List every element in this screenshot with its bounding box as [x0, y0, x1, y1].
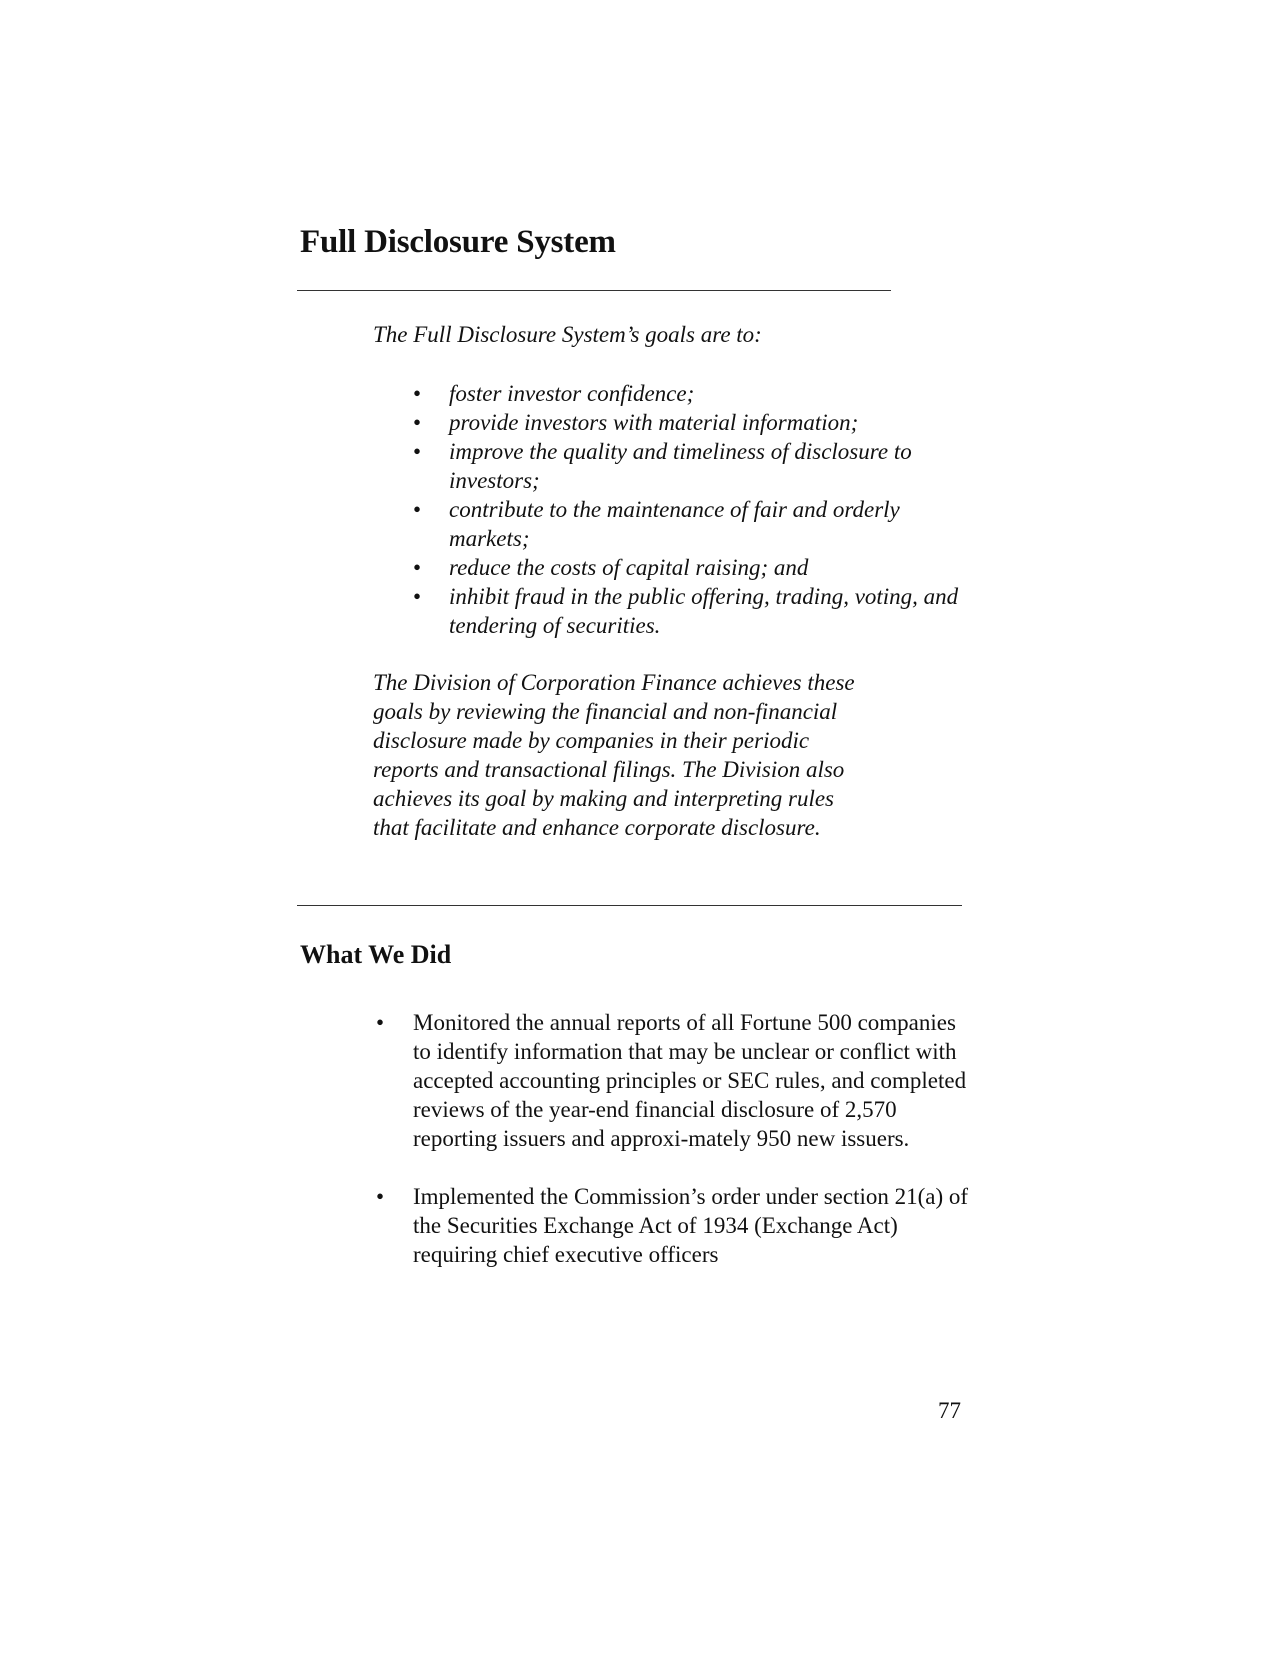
- goals-paragraph: The Division of Corporation Finance achieves these goals by reviewing the financial and non-financial disclosure made by companies in their periodic reports and transactional filings. The Division also achieves its goal by making and interpreting rules that facilitate and enhance corporate disclosure.: [373, 670, 855, 840]
- bullet-icon: •: [376, 1184, 385, 1209]
- bullet-icon: •: [413, 584, 422, 609]
- section-heading: What We Did: [300, 940, 452, 969]
- bullet-icon: •: [413, 410, 422, 435]
- bullet-icon: •: [413, 497, 422, 522]
- goals-list: [373, 379, 983, 640]
- what-we-did-list: [372, 1008, 972, 1298]
- section-divider: [297, 905, 962, 906]
- bullet-icon: •: [413, 439, 422, 464]
- goals-intro: The Full Disclosure System’s goals are to:: [373, 322, 762, 347]
- goals-box: [373, 320, 983, 842]
- list-item: • Implemented the Commission’s order under section 21(a) of the Securities Exchange Act of 1934 (Exchange Act) requiring chief executive officers: [376, 1184, 969, 1267]
- page-title: Full Disclosure System: [300, 224, 616, 260]
- list-item: • foster investor confidence;: [413, 381, 695, 406]
- list-item: • contribute to the maintenance of fair and orderly markets;: [413, 497, 900, 551]
- bullet-icon: •: [413, 555, 422, 580]
- list-item: • inhibit fraud in the public offering, trading, voting, and tendering of securities.: [413, 584, 959, 638]
- title-divider: [297, 290, 891, 291]
- bullet-icon: •: [376, 1010, 385, 1035]
- list-item: • reduce the costs of capital raising; and: [413, 555, 809, 580]
- bullet-icon: •: [413, 381, 422, 406]
- page-number: 77: [938, 1398, 961, 1423]
- list-item: • provide investors with material information;: [413, 410, 859, 435]
- list-item: • Monitored the annual reports of all Fortune 500 companies to identify information that may be unclear or conflict with accepted accounting principles or SEC rules, and completed reviews of the year-end financial disclosure of 2,570 reporting issuers and approxi-mately 950 new issuers.: [376, 1010, 967, 1151]
- list-item: • improve the quality and timeliness of disclosure to investors;: [413, 439, 912, 493]
